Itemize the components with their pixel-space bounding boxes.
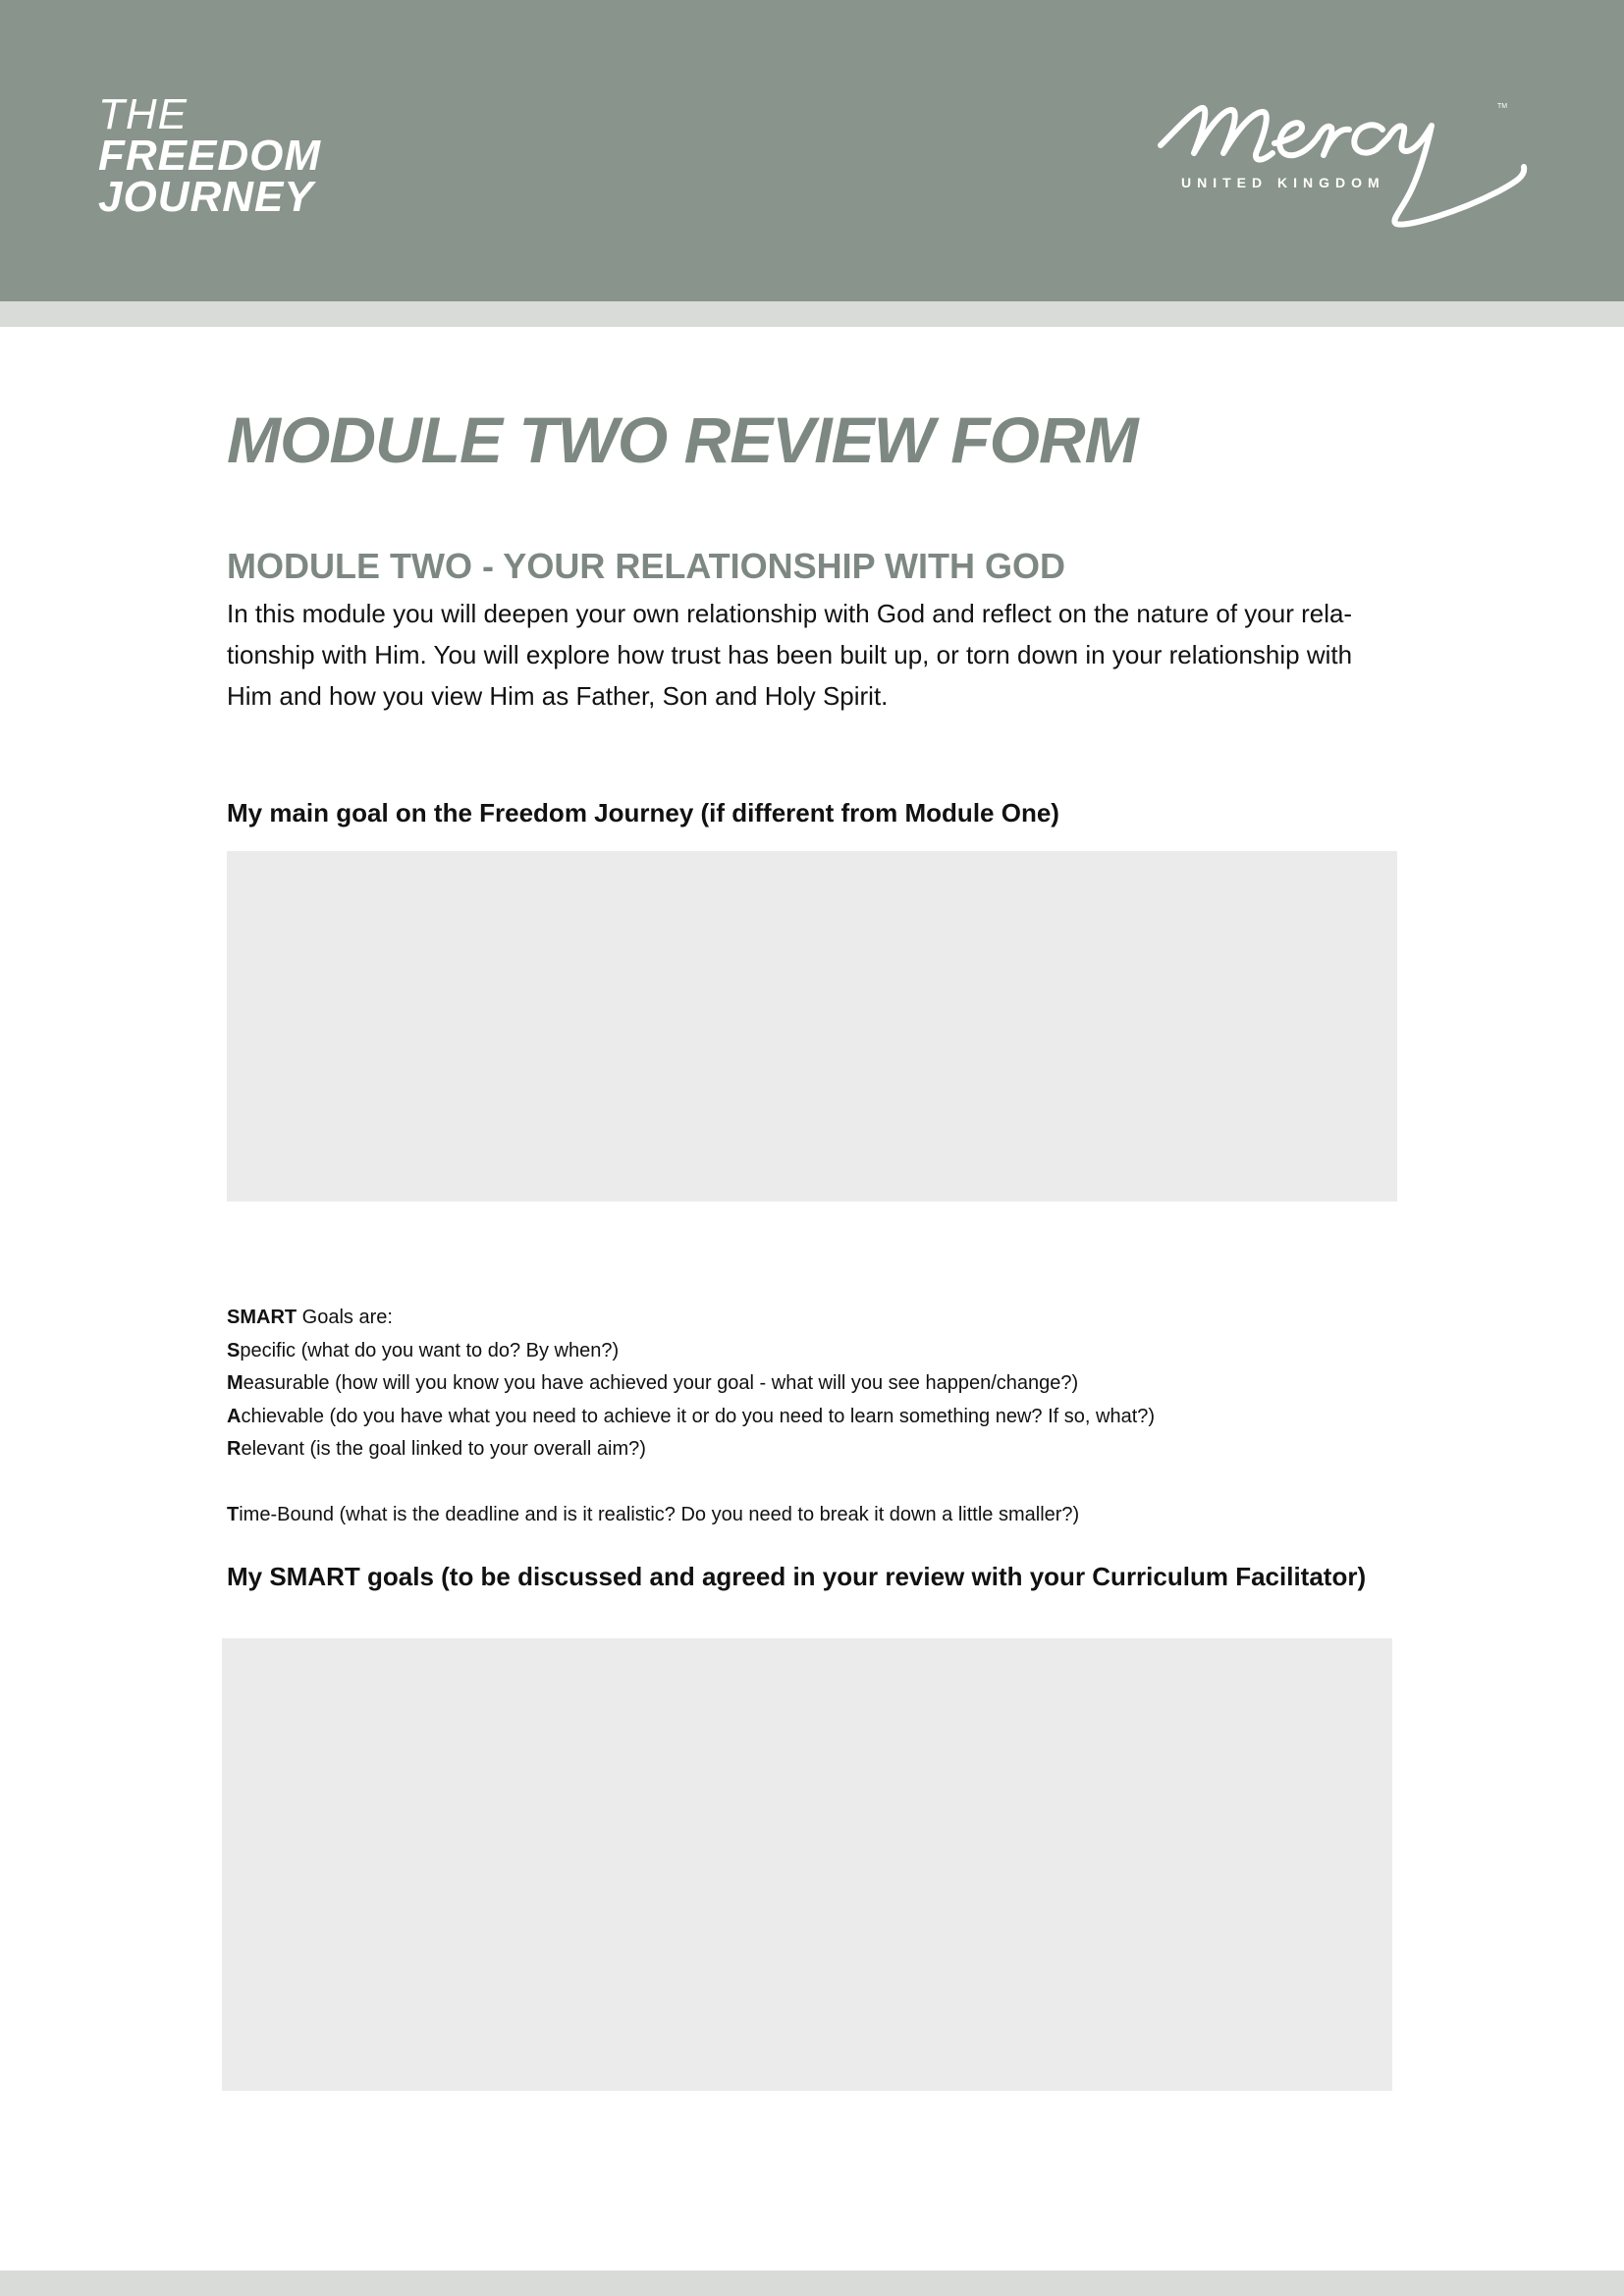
brand-journey: JOURNEY bbox=[98, 173, 314, 221]
smart-letter: M bbox=[227, 1372, 244, 1394]
smart-letter: A bbox=[227, 1405, 242, 1427]
smart-description: elevant (is the goal linked to your overall aim?) bbox=[241, 1438, 646, 1460]
main-goal-field[interactable] bbox=[227, 851, 1397, 1201]
smart-letter: S bbox=[227, 1339, 241, 1362]
smart-goals-label: My SMART goals (to be discussed and agreed in your review with your Curriculum Facilitator) bbox=[227, 1562, 1367, 1591]
section-heading: MODULE TWO - YOUR RELATIONSHIP WITH GOD bbox=[227, 546, 1065, 586]
freedom-journey-brand bbox=[98, 90, 321, 221]
header-strip bbox=[0, 301, 1624, 327]
smart-item-achievable bbox=[227, 1401, 1405, 1434]
intro-paragraph: In this module you will deepen your own relationship with God and reflect on the nature of your rela-tionship with Him. You will explore how trust has been built up, or torn down in your relationship with Him and how you view Him as Father, Son and Holy Spirit. bbox=[227, 599, 1353, 711]
smart-intro-rest: Goals are: bbox=[297, 1307, 393, 1328]
brand-the: THE bbox=[98, 90, 188, 138]
smart-item-specific bbox=[227, 1335, 1405, 1368]
svg-text:TM: TM bbox=[1497, 103, 1508, 110]
brand-freedom: FREEDOM bbox=[98, 132, 321, 180]
smart-letter: T bbox=[227, 1503, 240, 1525]
smart-description: pecific (what do you want to do? By when?) bbox=[240, 1339, 620, 1362]
smart-goals-list bbox=[227, 1302, 1405, 1531]
smart-item-time-bound bbox=[227, 1499, 1405, 1532]
smart-description: easurable (how will you know you have achieved your goal - what will you see happen/change?) bbox=[243, 1372, 1079, 1394]
logo-subtitle: UNITED KINGDOM bbox=[1181, 175, 1385, 190]
smart-intro-bold: SMART bbox=[227, 1307, 298, 1328]
main-goal-label: My main goal on the Freedom Journey (if different from Module One) bbox=[227, 798, 1059, 828]
smart-goals-field[interactable] bbox=[222, 1638, 1392, 2091]
smart-item-measurable bbox=[227, 1367, 1405, 1401]
footer-strip bbox=[0, 2270, 1624, 2296]
mercy-logo bbox=[1155, 88, 1532, 230]
smart-description: ime-Bound (what is the deadline and is it realistic? Do you need to break it down a little smaller?) bbox=[239, 1503, 1080, 1525]
smart-letter: R bbox=[227, 1438, 242, 1460]
page-title: MODULE TWO REVIEW FORM bbox=[227, 403, 1138, 476]
smart-description: chievable (do you have what you need to achieve it or do you need to learn something new? If so, what?) bbox=[241, 1405, 1156, 1427]
smart-item-relevant bbox=[227, 1433, 1405, 1467]
smart-intro bbox=[227, 1302, 1405, 1335]
